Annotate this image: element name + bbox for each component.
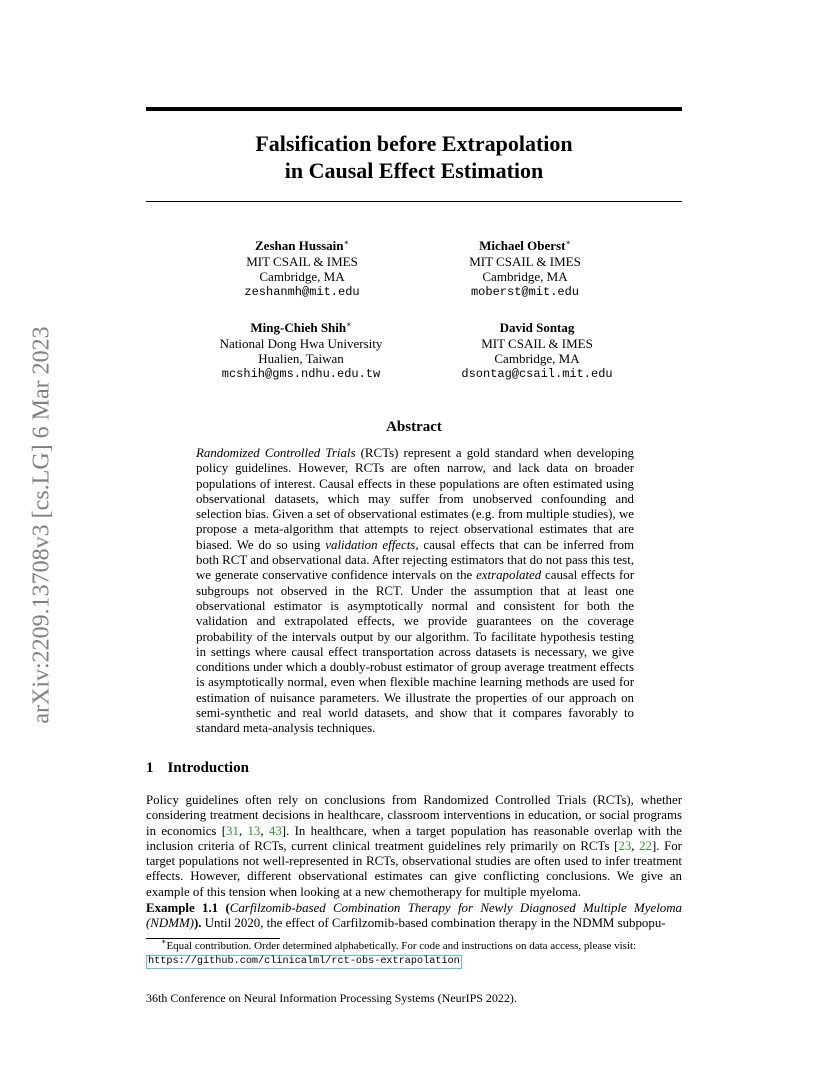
paper-title (146, 130, 682, 184)
author-affiliation: National Dong Hwa University (219, 335, 383, 351)
author-name: Zeshan Hussain (255, 238, 344, 253)
equal-contribution-mark: ∗ (343, 238, 349, 247)
author-block (187, 238, 417, 300)
abstract-text: causal effects for subgroups not observed in the RCT. Under the assumption that at least one observational estimator is asymptotically normal and consistent for both the validation and extrapolated effects, we provide guarantees on the coverage probability of the intervals output by our algorithm. To facilitate hypothesis testing in settings where causal effect transportation across datasets is necessary, we give conditions under which a doubly-robust estimator of group average treatment effects is asymptotically normal, even when flexible machine learning methods are used for estimation of nuisance parameters. We illustrate the properties of our approach on semi-synthetic and real world datasets, and show that it compares favorably to standard meta-analysis techniques. (196, 568, 634, 736)
author-block (422, 320, 652, 382)
example-text: Until 2020, the effect of Carfilzomib-based combination therapy in the NDMM subpopu- (201, 916, 666, 931)
author-block (410, 238, 640, 300)
section-title: Introduction (167, 760, 249, 776)
body-text: Policy guidelines often rely on conclusions from Randomized Controlled Trials (RCTs), whether considering treatment decisions in healthcare, classroom interventions in education, or social programs in economics [ (146, 793, 682, 838)
example-paragraph (146, 901, 682, 932)
author-affiliation: MIT CSAIL & IMES (469, 253, 581, 269)
body-text: ]. In healthcare, when a target population has reasonable overlap with the inclusion criteria of RCTs, current clinical treatment guidelines rely primarily on RCTs [ (146, 823, 683, 853)
body-text: , (238, 823, 248, 838)
author-location: Cambridge, MA (259, 269, 345, 284)
abstract-italic-text: validation effects (325, 537, 416, 552)
equal-contribution-mark: ∗ (565, 238, 571, 247)
footnote (146, 937, 682, 969)
citation-link[interactable]: 23 (618, 838, 632, 853)
author-location: Cambridge, MA (494, 351, 580, 366)
introduction-paragraph (146, 793, 682, 900)
arxiv-identifier-stamp: arXiv:2209.13708v3 [cs.LG] 6 Mar 2023 (28, 326, 55, 724)
footnote-mark: ∗ (161, 937, 167, 946)
citation-link[interactable]: 13 (247, 823, 261, 838)
abstract-heading: Abstract (386, 419, 442, 435)
section-number: 1 (146, 760, 154, 776)
body-text: , (260, 823, 269, 838)
author-affiliation: MIT CSAIL & IMES (481, 335, 593, 351)
abstract-italic-text: extrapolated (476, 568, 542, 583)
author-email: moberst@mit.edu (470, 284, 580, 299)
code-repository-link[interactable]: https://github.com/clinicalml/rct-obs-extrapolation (148, 955, 460, 967)
author-name: David Sontag (499, 320, 575, 335)
author-name: Michael Oberst (479, 238, 566, 253)
citation-link[interactable]: 43 (268, 823, 282, 838)
example-title: Carfilzomib-based Combination Therapy for Newly Diagnosed Multiple Myeloma (NDMM) (146, 901, 683, 931)
author-email: zeshanmh@mit.edu (244, 284, 360, 299)
author-name: Ming-Chieh Shih (250, 320, 347, 335)
abstract-body (196, 446, 634, 737)
author-email: mcshih@gms.ndhu.edu.tw (221, 366, 381, 381)
title-top-rule (146, 107, 682, 111)
example-punctuation: ). (193, 916, 202, 931)
abstract-italic-text: Randomized Controlled Trials (196, 446, 356, 460)
title-line-1: Falsification before Extrapolation (255, 131, 573, 156)
author-block (186, 320, 416, 382)
citation-link[interactable]: 22 (639, 838, 652, 853)
equal-contribution-mark: ∗ (346, 320, 352, 329)
author-affiliation: MIT CSAIL & IMES (246, 253, 358, 269)
author-location: Hualien, Taiwan (258, 351, 344, 366)
author-email: dsontag@csail.mit.edu (461, 366, 613, 381)
abstract-text: (RCTs) represent a gold standard when developing policy guidelines. However, RCTs are often narrow, and lack data on broader populations of interest. Causal effects in these populations are often estimated using observational datasets, which may suffer from unobserved confounding and selection bias. Given a set of observational estimates (e.g. from multiple studies), we propose a meta-algorithm that attempts to reject observational estimates that are biased. We do so using (196, 446, 635, 552)
section-heading (146, 760, 249, 777)
example-label: Example 1.1 (146, 901, 219, 915)
conference-footer: 36th Conference on Neural Information Processing Systems (NeurIPS 2022). (146, 991, 517, 1005)
author-location: Cambridge, MA (482, 269, 568, 284)
title-line-2: in Causal Effect Estimation (284, 158, 544, 183)
citation-link[interactable]: 31 (226, 823, 239, 838)
example-punctuation: ( (218, 901, 230, 915)
abstract-text: , causal effects that can be inferred from both RCT and observational data. After rejecting estimators that do not pass this test, we generate conservative confidence intervals on the (196, 537, 634, 583)
title-bottom-rule (146, 201, 682, 202)
body-text: , (631, 838, 640, 853)
footnote-text: Equal contribution. Order determined alphabetically. For code and instructions on data access, please visit: (166, 940, 637, 952)
body-text: ]. For target populations not well-represented in RCTs, observational studies are often used to infer treatment effects. However, different observational estimates can give conflicting conclusions. We give an example of this tension when looking at a new chemotherapy for multiple myeloma. (146, 838, 682, 899)
